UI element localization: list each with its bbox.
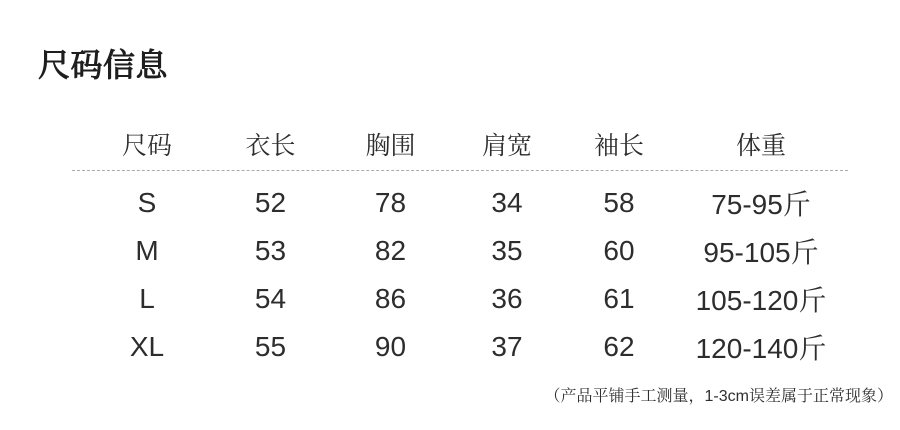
shoulder-cell: 37 [491,331,523,362]
column-header-sleeve: 袖长 [593,132,644,160]
chest-cell: 82 [374,235,407,266]
table-row-xl [72,323,848,371]
measurement-note: （产品平铺手工测量，1-3cm误差属于正常现象） [544,388,893,405]
column-header-length: 衣长 [245,132,296,160]
chest-cell: 78 [374,187,407,218]
weight-cell: 120-140斤 [695,333,827,364]
size-cell: S [137,187,157,218]
column-header-chest: 胸围 [365,132,416,160]
size-cell: L [139,283,155,314]
shoulder-cell: 35 [491,235,523,266]
length-cell: 55 [254,331,287,362]
size-cell: XL [129,331,165,362]
weight-cell: 75-95斤 [711,189,811,220]
table-body [72,171,848,371]
shoulder-cell: 36 [491,283,523,314]
column-header-shoulder: 肩宽 [481,132,532,160]
length-cell: 53 [254,235,287,266]
size-cell: M [135,235,159,266]
sleeve-cell: 62 [603,331,635,362]
page-title: 尺码信息 [38,47,169,83]
length-cell: 52 [254,187,287,218]
column-header-weight: 体重 [735,132,786,160]
length-cell: 54 [254,283,287,314]
size-table [72,118,848,371]
weight-cell: 105-120斤 [695,285,827,316]
table-header-row [72,118,848,170]
sleeve-cell: 61 [603,283,635,314]
sleeve-cell: 60 [603,235,635,266]
table-row-l [72,275,848,323]
chest-cell: 86 [374,283,407,314]
shoulder-cell: 34 [491,187,523,218]
table-row-s [72,179,848,227]
weight-cell: 95-105斤 [703,237,819,268]
table-row-m [72,227,848,275]
sleeve-cell: 58 [603,187,635,218]
chest-cell: 90 [374,331,407,362]
column-header-size: 尺码 [121,132,172,160]
